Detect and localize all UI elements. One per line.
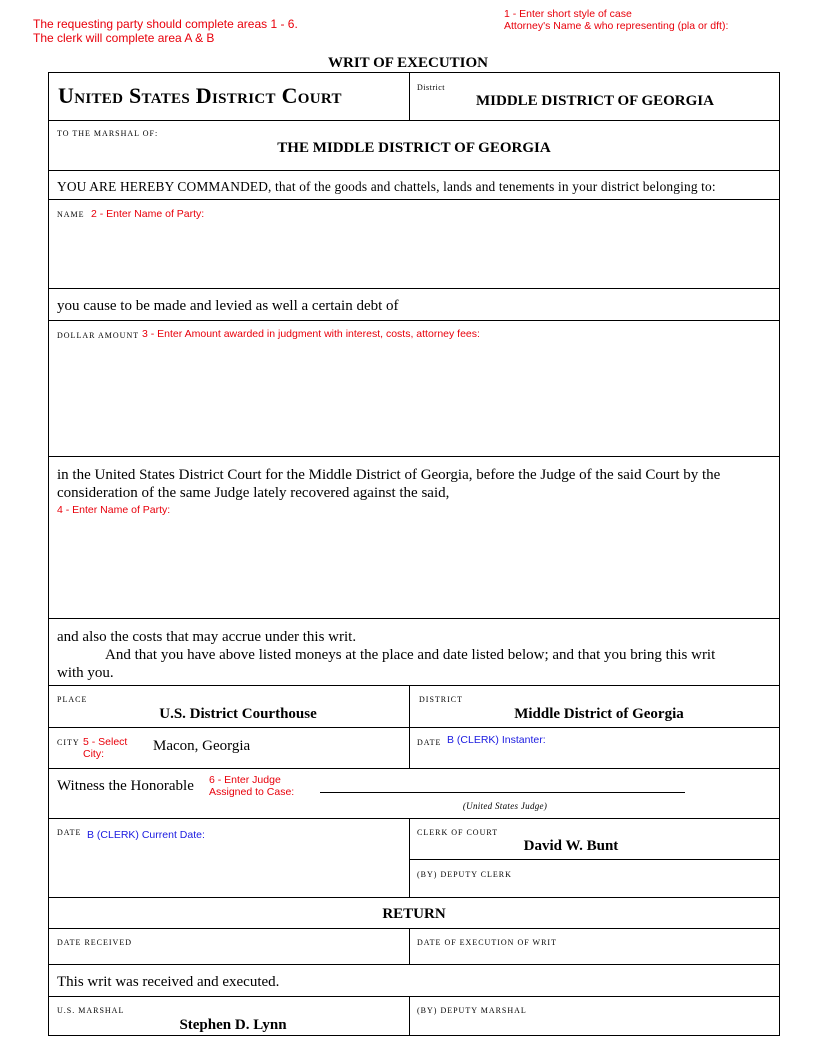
judgment-row [48, 456, 780, 618]
command-row [48, 170, 780, 199]
witness-text: Witness the Honorable [57, 778, 194, 794]
date-instanter-hint[interactable]: B (CLERK) Instanter: [447, 734, 546, 746]
city-hint-line2[interactable]: City: [83, 748, 104, 760]
judgment-text-line2: consideration of the same Judge lately recovered against the said, [57, 485, 450, 501]
us-marshal-label: U.S. MARSHAL [57, 1006, 125, 1015]
place-label: PLACE [57, 695, 88, 704]
place-district-label: DISTRICT [419, 695, 463, 704]
party-hint[interactable]: 4 - Enter Name of Party: [57, 504, 171, 516]
costs-line3: with you. [57, 665, 114, 681]
clerk-row [48, 818, 780, 897]
name-hint[interactable]: 2 - Enter Name of Party: [91, 208, 205, 220]
marshal-signature-row [48, 996, 780, 1036]
dollar-amount-label: DOLLAR AMOUNT [57, 331, 140, 340]
date-execution-label: DATE OF EXECUTION OF WRIT [417, 938, 557, 947]
costs-line2: And that you have above listed moneys at the place and date listed below; and that you bring this writ [105, 647, 716, 663]
judgment-text-line1: in the United States District Court for the Middle District of Georgia, before the Judge of the said Court by the [57, 467, 721, 483]
clerk-divider [410, 859, 780, 860]
date-received-label: DATE RECEIVED [57, 938, 132, 947]
instruction-attorney-name[interactable]: Attorney's Name & who representing (pla or dft): [504, 20, 729, 32]
court-header-row [48, 72, 780, 120]
marshal-row [48, 120, 780, 170]
judge-caption: (United States Judge) [462, 801, 548, 811]
city-hint-line1[interactable]: 5 - Select [83, 736, 128, 748]
clerk-date-label: DATE [57, 828, 82, 837]
city-date-label: DATE [417, 738, 442, 747]
debt-text: you cause to be made and levied as well a certain debt of [57, 298, 399, 314]
dollar-amount-row[interactable] [48, 320, 780, 456]
district-value: MIDDLE DISTRICT OF GEORGIA [476, 93, 714, 109]
us-marshal-name: Stephen D. Lynn [179, 1017, 287, 1033]
costs-row [48, 618, 780, 685]
instruction-short-style: 1 - Enter short style of case [504, 8, 632, 20]
judge-hint-line1[interactable]: 6 - Enter Judge [209, 774, 281, 786]
executed-row [48, 964, 780, 996]
court-name: United States District Court [58, 83, 342, 108]
dollar-amount-hint[interactable]: 3 - Enter Amount awarded in judgment with interest, costs, attorney fees: [142, 328, 480, 340]
debt-row [48, 288, 780, 320]
return-title-row [48, 897, 780, 928]
clerk-of-court-label: CLERK OF COURT [417, 828, 499, 837]
name-label: NAME [57, 210, 85, 219]
clerk-name: David W. Bunt [523, 838, 619, 854]
judge-hint-line2[interactable]: Assigned to Case: [209, 786, 295, 798]
return-dates-row [48, 928, 780, 964]
city-row [48, 727, 780, 768]
command-text: YOU ARE HEREBY COMMANDED, that of the goods and chattels, lands and tenements in your district belonging to: [57, 179, 716, 194]
marshal-value: THE MIDDLE DISTRICT OF GEORGIA [277, 140, 551, 156]
executed-text: This writ was received and executed. [57, 974, 280, 990]
deputy-marshal-label: (BY) DEPUTY MARSHAL [417, 1006, 527, 1015]
instruction-complete-areas: The requesting party should complete areas 1 - 6. [33, 17, 298, 31]
place-row [48, 685, 780, 727]
clerk-date-hint[interactable]: B (CLERK) Current Date: [87, 829, 205, 841]
deputy-clerk-label: (BY) DEPUTY CLERK [417, 870, 512, 879]
district-label: District [417, 83, 445, 92]
city-value[interactable]: Macon, Georgia [153, 738, 251, 754]
instruction-clerk-areas: The clerk will complete area A & B [33, 31, 215, 45]
city-label: CITY [57, 738, 80, 747]
return-title: RETURN [382, 906, 446, 922]
place-value: U.S. District Courthouse [159, 706, 317, 722]
form-title: WRIT OF EXECUTION [327, 55, 489, 71]
marshal-label: TO THE MARSHAL OF: [57, 129, 159, 138]
costs-line1: and also the costs that may accrue under this writ. [57, 629, 357, 645]
witness-row [48, 768, 780, 818]
name-row[interactable] [48, 199, 780, 288]
judge-signature-line [320, 792, 685, 793]
place-district-value: Middle District of Georgia [514, 706, 684, 722]
